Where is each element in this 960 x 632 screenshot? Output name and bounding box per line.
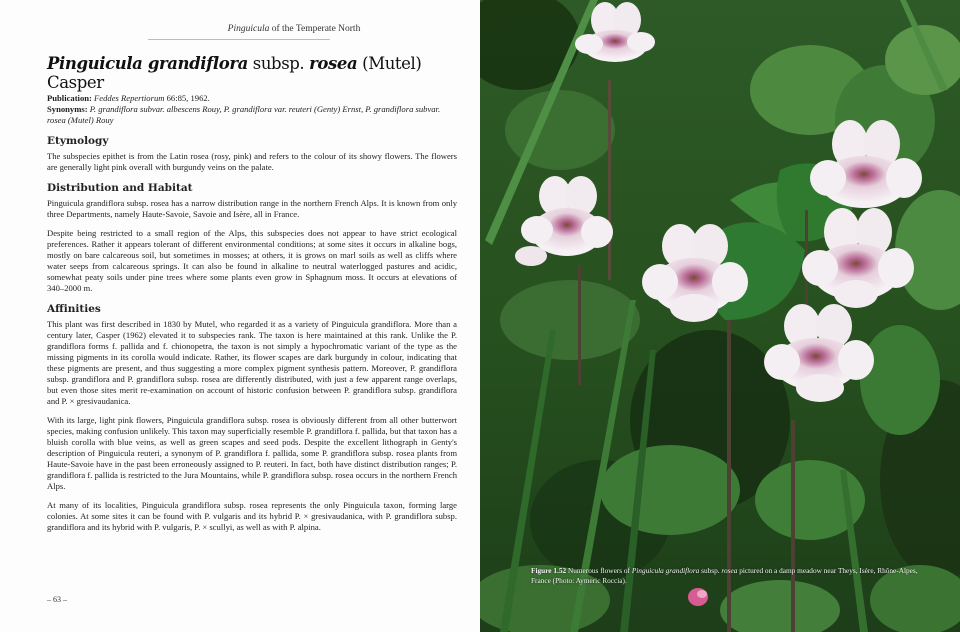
caption-text-1: Numerous flowers of (566, 566, 632, 575)
distribution-paragraph-2: Despite being restricted to a small region of the Alps, this subspecies does not appear to have strict ecological preferences. Rather it appears tolerant of different environmental conditions; at some sites it occurs in alkaline bogs, mostly on bare calcareous soil, but sometimes in mosses; at others, it is grows on marl soils as well as cliffs where water seeps from calcareous springs. It can also be found in alkaline to neutral waterlogged pastures and acidic, somewhat peaty soils under pine trees where some plants even grow in Sphagnum moss. It occurs at elevations of 340–2000 m. (47, 228, 457, 293)
species-entry (47, 54, 457, 541)
flower-photo-image (480, 0, 960, 632)
publication-journal: Feddes Repertiorum (94, 93, 165, 103)
etymology-paragraph: The subspecies epithet is from the Latin rosea (rosy, pink) and refers to the colour of its showy flowers. The flowers are generally light pink overall with burgundy veins on the palate. (47, 151, 457, 172)
caption-text-2: subsp. (699, 566, 722, 575)
title-genus: Pinguicula grandiflora (47, 54, 248, 73)
publication-label: Publication: (47, 93, 92, 103)
caption-genus: Pinguicula grandiflora (631, 566, 700, 575)
page-number: – 63 – (47, 595, 67, 604)
publication-line (47, 93, 457, 104)
affinities-paragraph-3: At many of its localities, Pinguicula grandiflora subsp. rosea represents the only Pinguicula taxon, forming large colonies. At some sites it can be found with P. vulgaris and its hybrid P. × gresivaudanica, with P. grandiflora subsp. grandiflora and its hybrid with P. vulgaris, P. × scullyi, as well as with P. alpina. (47, 500, 457, 532)
synonyms-text: P. grandiflora subvar. albescens Rouy, P. grandiflora var. reuteri (Genty) Ernst, P. grandiflora subvar. rosea (Mutel) Rouy (47, 104, 441, 125)
affinities-paragraph-1: This plant was first described in 1830 by Mutel, who regarded it as a variety of Pinguicula grandiflora. More than a century later, Casper (1962) elevated it to subspecies rank. The taxon is here maintained at this rank. Unlike the P. grandiflora forms f. pallida and f. chionopetra, the taxon is not simply a hypochromatic variant of the type as the missing pigments in its corolla would indicate. Rather, its flower scapes are dark burgundy in colour, indicating that these pigments are present, and thus suggesting a more complex pigment synthesis pattern. Moreover, P. grandiflora subsp. grandiflora and P. grandiflora subsp. rosea are differently distributed, with just a few apparent range overlaps, but even those sites merit re-examination on account of historic confusion between P. grandiflora subsp. grandiflora and P. × gresivaudanica. (47, 319, 457, 406)
running-head (148, 24, 440, 34)
figure-label: Figure 1.52 (531, 566, 567, 575)
synonyms-line (47, 104, 457, 126)
caption-text-3: pictured on a damp meadow near Theys, Isère, Rhône-Alpes, France (Photo: Aymeric Roccia). (531, 566, 918, 585)
caption-epithet: rosea (721, 566, 738, 575)
heading-etymology: Etymology (47, 135, 109, 147)
affinities-paragraph-2: With its large, light pink flowers, Pinguicula grandiflora subsp. rosea is obviously different from all other butterwort species, making confusion unlikely. This taxon may superficially resemble P. grandiflora f. pallida, but that taxon has a bluish corolla with blue veins, as well as green scapes and seed pods. Despite the excellent lithograph in Genty's description of Pinguicula reuteri, a synonym of P. grandiflora f. pallida, some P. grandiflora subsp. rosea plants from Haute-Savoie have in the past been erroneously assigned to P. reuteri. In fact, both have distinct distribution ranges; P. grandiflora f. pallida is restricted to the Jura Mountains, while P. grandiflora subsp. rosea occurs in the northern French Alps. (47, 415, 457, 491)
header-rule (148, 39, 330, 40)
title-author: (Mutel) Casper (47, 54, 422, 92)
title-rank: subsp. (247, 54, 310, 73)
running-head-genus: Pinguicula (227, 24, 270, 34)
figure-photo (480, 0, 960, 632)
running-head-text: of the Temperate North (269, 24, 361, 34)
heading-affinities: Affinities (47, 303, 101, 315)
figure-caption (531, 566, 931, 586)
synonyms-label: Synonyms: (47, 104, 88, 114)
title-epithet: rosea (309, 54, 358, 73)
publication-citation: 66:85, 1962. (164, 93, 210, 103)
species-title (47, 54, 457, 92)
heading-distribution: Distribution and Habitat (47, 182, 193, 194)
distribution-paragraph-1: Pinguicula grandiflora subsp. rosea has a narrow distribution range in the northern French Alps. It is known from only three Departments, namely Haute-Savoie, Savoie and Isère, all in France. (47, 198, 457, 219)
